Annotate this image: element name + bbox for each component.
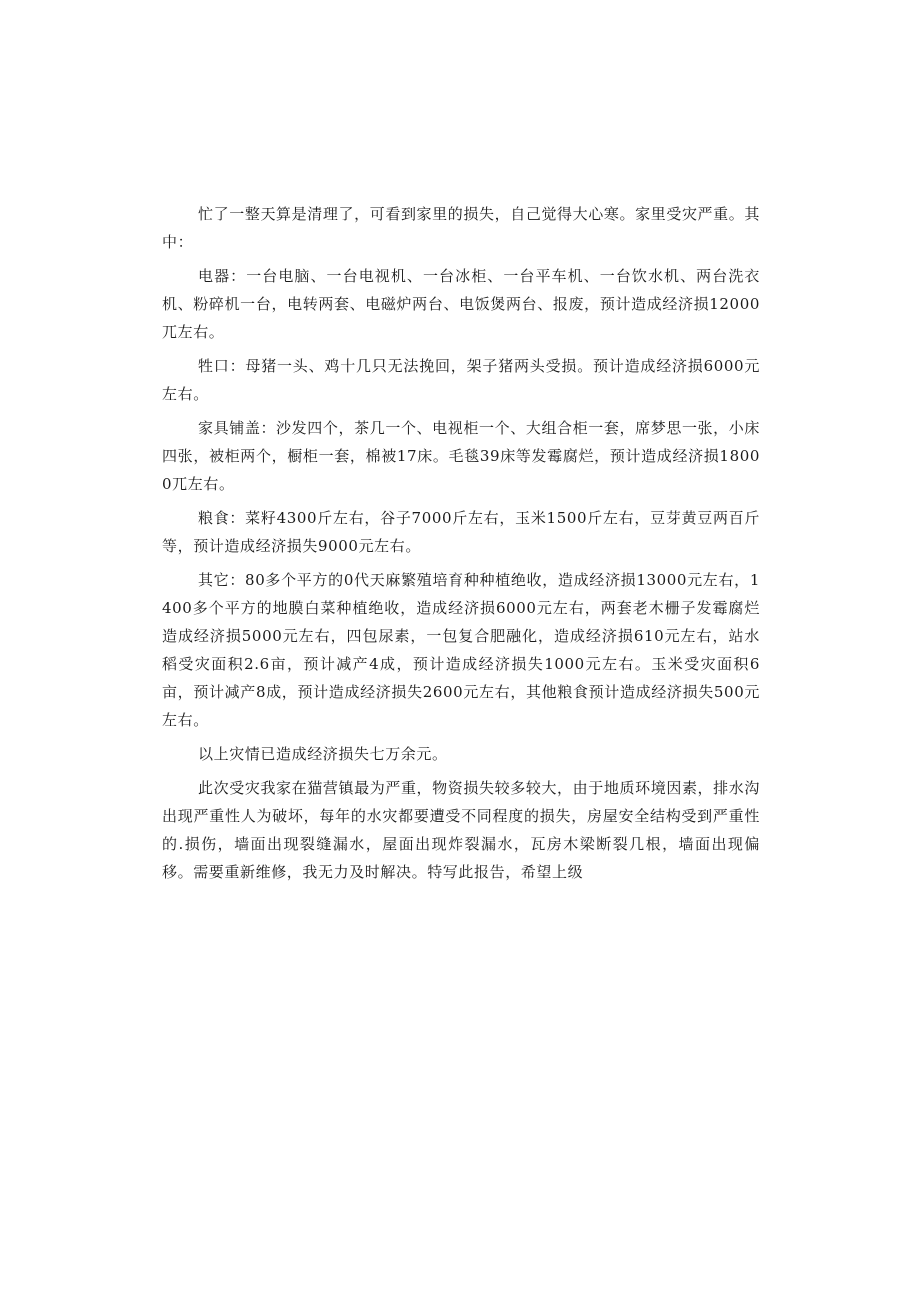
paragraph-grain: 粮食：菜籽4300斤左右，谷子7000斤左右，玉米1500斤左右，豆芽黄豆两百斤等，预计造成经济损失9000元左右。: [162, 509, 760, 555]
paragraph-total: 以上灾情已造成经济损失七万余元。: [198, 745, 448, 763]
paragraph-intro: 忙了一整天算是清理了，可看到家里的损失，自己觉得大心寒。家里受灾严重。其中：: [162, 205, 760, 251]
report-body: [162, 200, 760, 892]
paragraph-livestock: 牲口：母猪一头、鸡十几只无法挽回，架子猪两头受损。预计造成经济损6000元左右。: [162, 357, 760, 403]
paragraph-conclusion: 此次受灾我家在猫营镇最为严重，物资损失较多较大，由于地质环境因素，排水沟出现严重性人为破坏，每年的水灾都要遭受不同程度的损失，房屋安全结构受到严重性的.损伤，墙面出现裂缝漏水，屋面出现炸裂漏水，瓦房木梁断裂几根，墙面出现偏移。需要重新维修，我无力及时解决。特写此报告，希望上级: [162, 779, 760, 881]
paragraph-appliances: 电器：一台电脑、一台电视机、一台冰柜、一台平车机、一台饮水机、两台洗衣机、粉碎机一台，电转两套、电磁炉两台、电饭煲两台、报废，预计造成经济损12000兀左右。: [162, 267, 760, 341]
paragraph-other: 其它：80多个平方的0代天麻繁殖培育种种植绝收，造成经济损13000元左右，1400多个平方的地膜白菜种植绝收，造成经济损6000元左右，两套老木栅子发霉腐烂造成经济损5000元左右，四包尿素，一包复合肥融化，造成经济损610元左右，站水稻受灾面积2.6亩，预计减产4成，预计造成经济损失1000元左右。玉米受灾面积6亩，预计减产8成，预计造成经济损失2600元左右，其他粮食预计造成经济损失500元左右。: [162, 571, 760, 729]
paragraph-furniture: 家具铺盖：沙发四个，茶几一个、电视柜一个、大组合柜一套，席梦思一张，小床四张，被柜两个，橱柜一套，棉被17床。毛毯39床等发霉腐烂，预计造成经济损18000兀左右。: [162, 419, 760, 493]
